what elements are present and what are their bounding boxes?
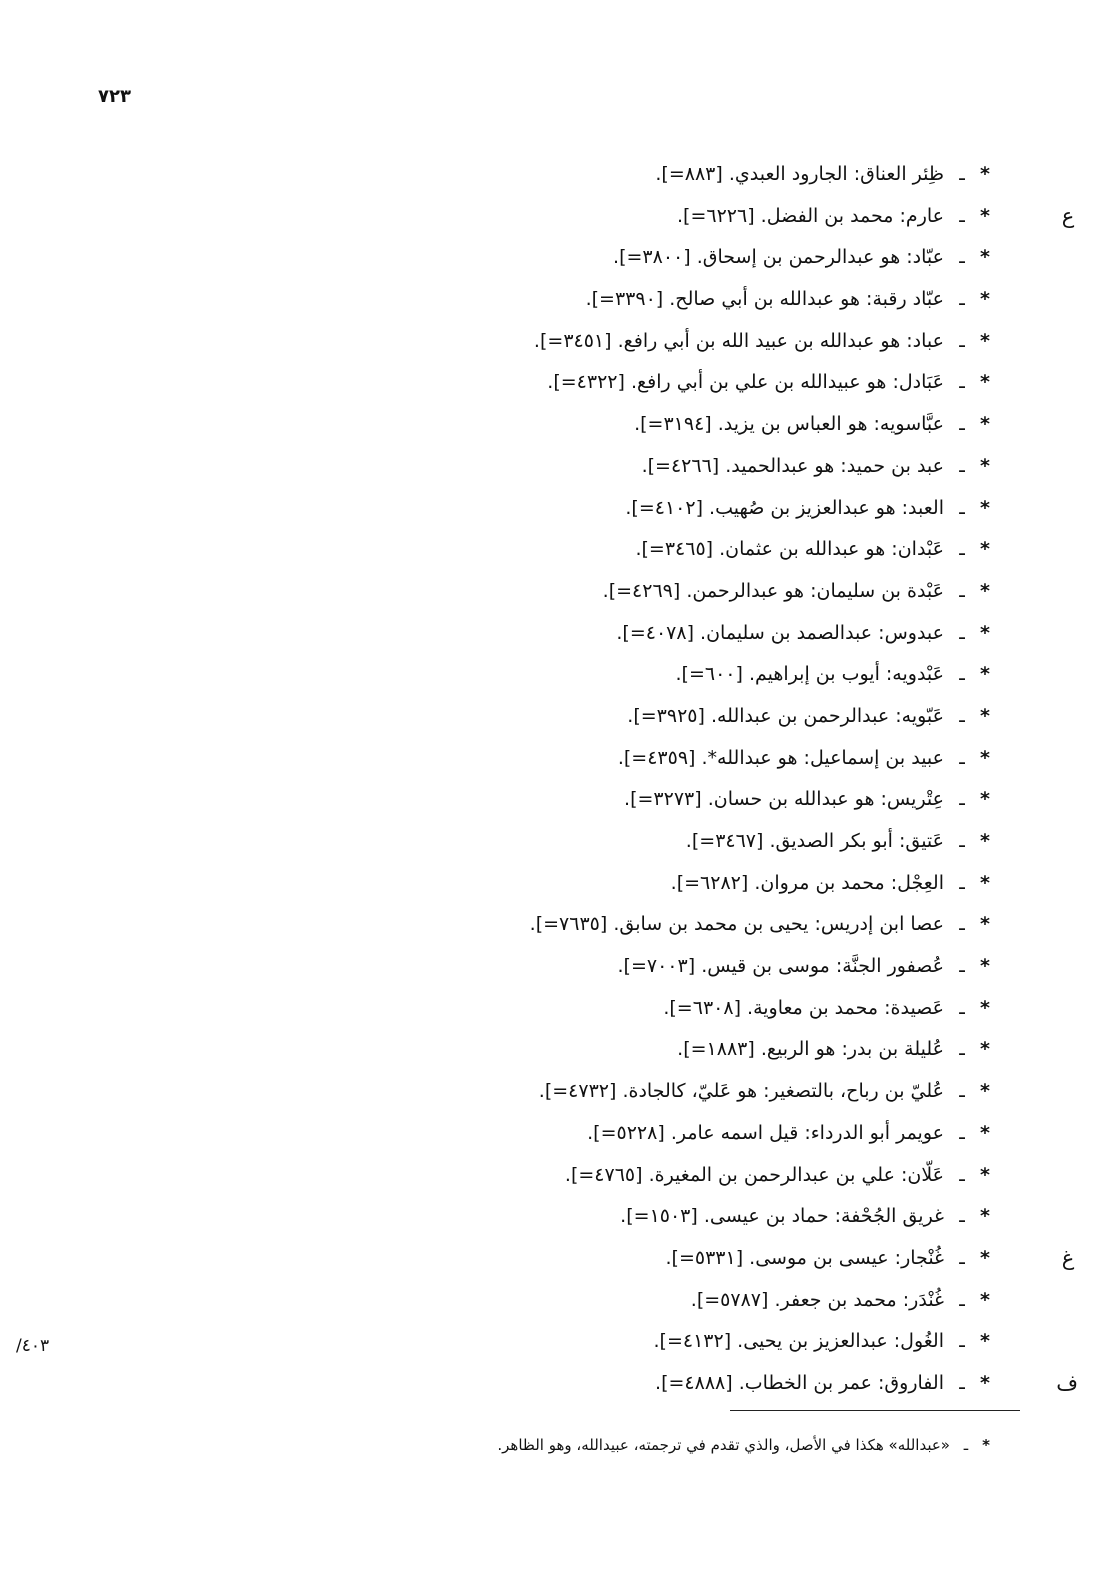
entry-reference: [=٤٠٧٨] (622, 621, 694, 644)
entry-reference: [=١٥٠٣] (626, 1205, 698, 1228)
entry-star: * (980, 1121, 990, 1144)
entry-reference: [=٣٨٠٠] (619, 246, 691, 269)
entry-row (290, 1113, 992, 1155)
entry-dash: ـ (959, 621, 965, 644)
footnote-separator (730, 1410, 1020, 1411)
entry-text: الفاروق: عمر بن الخطاب. (738, 1371, 944, 1394)
entry-row (290, 988, 992, 1030)
entry-reference: [=٦٠٠] (681, 663, 743, 686)
entry-dash: ـ (959, 246, 965, 269)
entry-star: * (980, 454, 990, 477)
entry-row (290, 863, 992, 905)
entry-text: الغُول: عبدالعزيز بن يحيى. (737, 1330, 944, 1353)
entry-end-period: . (529, 913, 536, 936)
entry-end-period: . (625, 496, 632, 519)
entry-star: * (980, 538, 990, 561)
entry-text: عَتيق: أبو بكر الصديق. (769, 830, 944, 852)
entry-end-period: . (653, 1330, 660, 1353)
entry-text: عَبْدان: هو عبدالله بن عثمان. (719, 538, 944, 561)
entry-dash: ـ (959, 913, 965, 936)
entry-dash: ـ (959, 1371, 965, 1394)
entry-dash: ـ (959, 204, 965, 227)
entry-row (290, 1155, 992, 1197)
entry-star: * (980, 913, 990, 936)
entry-end-period: . (547, 371, 554, 394)
entry-text: عبَّاسويه: هو العباس بن يزيد. (717, 413, 944, 436)
entry-star: * (980, 204, 990, 227)
entry-star: * (980, 621, 990, 644)
entry-row (290, 196, 1075, 238)
entry-text: غُنْدَر: محمد بن جعفر. (774, 1288, 944, 1311)
entry-dash: ـ (959, 1080, 965, 1103)
entry-dash: ـ (959, 996, 965, 1019)
section-letter: ع (1061, 203, 1075, 228)
entry-star: * (980, 955, 990, 978)
entry-reference: [=٨٨٣] (661, 163, 723, 185)
entry-reference: [=٦٢٨٢] (676, 871, 749, 894)
entry-reference: [=٣٤٦٥] (641, 538, 714, 561)
entry-reference: [=٣٤٥١] (539, 329, 612, 352)
entry-star: * (980, 788, 990, 811)
entry-text: عُليلة بن بدر: هو الربيع. (760, 1038, 944, 1061)
entry-star: * (980, 1246, 990, 1269)
entry-star: * (980, 871, 990, 894)
entry-row (290, 779, 992, 821)
entry-row (290, 738, 992, 780)
entry-reference: [=٥٧٨٧] (696, 1288, 769, 1311)
entry-end-period: . (538, 1080, 545, 1103)
entry-text: عارم: محمد بن الفضل. (760, 204, 944, 227)
entry-end-period: . (635, 538, 642, 561)
entry-dash: ـ (959, 371, 965, 394)
entry-star: * (980, 704, 990, 727)
entry-end-period: . (690, 1288, 697, 1311)
entry-star: * (980, 246, 990, 269)
entry-reference: [=٤٨٨٨] (661, 1371, 733, 1394)
entry-star: * (980, 496, 990, 519)
entry-reference: [=٥٢٢٨] (593, 1121, 665, 1144)
entry-reference: [=٤١٣٢] (659, 1330, 732, 1353)
entry-star: * (980, 996, 990, 1019)
entry-row (290, 1196, 992, 1238)
entry-star: * (980, 413, 990, 436)
entry-row (290, 321, 992, 363)
entry-row (290, 1280, 992, 1322)
entry-dash: ـ (959, 496, 965, 519)
entry-star: * (980, 1288, 990, 1311)
entry-dash: ـ (959, 454, 965, 477)
entry-dash: ـ (959, 955, 965, 978)
entry-star: * (980, 1205, 990, 1228)
entry-text: عِتْريس: هو عبدالله بن حسان. (707, 788, 944, 811)
entry-end-period: . (655, 1371, 662, 1394)
entry-star: * (980, 746, 990, 769)
margin-page-reference: /٤٠٣ (16, 1336, 50, 1356)
entry-text: عَصيدة: محمد بن معاوية. (747, 996, 944, 1019)
entry-text: عَبّويه: عبدالرحمن بن عبدالله. (710, 704, 944, 727)
entry-reference: [=٧٠٠٣] (623, 955, 696, 978)
entry-dash: ـ (959, 1121, 965, 1144)
entry-text: العبد: هو عبدالعزيز بن صُهيب. (709, 496, 944, 519)
entry-row (290, 1238, 1075, 1280)
entry-dash: ـ (959, 663, 965, 686)
footnote-star: * (982, 1436, 990, 1454)
entry-row (290, 1321, 992, 1363)
entry-dash: ـ (959, 579, 965, 602)
entry-dash: ـ (959, 1246, 965, 1269)
entry-end-period: . (685, 830, 692, 852)
entry-text: عبدوس: عبدالصمد بن سليمان. (700, 621, 944, 644)
entry-dash: ـ (959, 413, 965, 436)
entry-text: عَلّان: علي بن عبدالرحمن بن المغيرة. (648, 1163, 944, 1186)
entry-star: * (980, 579, 990, 602)
entry-text: عَبْدة بن سليمان: هو عبدالرحمن. (686, 579, 944, 602)
footnote-text: «عبدالله» هكذا في الأصل، والذي تقدم في ترجمته، عبيدالله، وهو الظاهر. (497, 1436, 950, 1454)
entry-reference: [=٤٣٢٢] (553, 371, 625, 394)
entry-text: عويمر أبو الدرداء: قيل اسمه عامر. (670, 1121, 944, 1144)
section-letter: ف (1056, 1370, 1078, 1395)
entry-end-period: . (587, 1121, 594, 1144)
entry-end-period: . (634, 413, 641, 436)
entry-reference: [=٣٢٧٣] (630, 788, 702, 811)
entry-end-period: . (613, 246, 620, 269)
entry-text: العِجْل: محمد بن مروان. (754, 871, 944, 894)
entry-text: عبّاد: هو عبدالرحمن بن إسحاق. (696, 246, 944, 269)
entry-reference: [=١٨٨٣] (683, 1038, 755, 1061)
entry-reference: [=٤١٠٢] (631, 496, 703, 519)
entry-end-period: . (676, 204, 684, 227)
entry-dash: ـ (959, 704, 965, 727)
entry-dash: ـ (959, 538, 965, 561)
entry-dash: ـ (959, 1205, 965, 1228)
entry-text: عبيد بن إسماعيل: هو عبدالله*. (701, 746, 944, 769)
entry-end-period: . (675, 663, 682, 686)
entry-star: * (980, 1163, 990, 1186)
entry-row (290, 362, 992, 404)
entry-reference: [=٥٣٣١] (671, 1246, 744, 1269)
entry-text: عباد: هو عبدالله بن عبيد الله بن أبي رافع. (617, 329, 944, 352)
entry-row (290, 1363, 1078, 1405)
entry-end-period: . (663, 996, 670, 1019)
entry-end-period: . (665, 1246, 672, 1269)
entry-reference: [=٣٤٦٧] (691, 830, 764, 852)
entry-end-period: . (617, 955, 624, 978)
entry-row (290, 654, 992, 696)
entry-text: عُصفور الجنَّة: موسى بن قيس. (701, 955, 944, 978)
entry-dash: ـ (959, 746, 965, 769)
entry-row (290, 237, 992, 279)
footnote-dash: ـ (963, 1436, 969, 1454)
entry-star: * (980, 288, 990, 311)
entry-star: * (980, 1371, 990, 1394)
entry-row (290, 404, 992, 446)
entry-row (290, 529, 992, 571)
entry-row (290, 446, 992, 488)
entry-reference: [=٤٣٥٩] (623, 746, 696, 769)
entry-reference: [=٤٧٣٢] (544, 1080, 617, 1103)
entry-dash: ـ (959, 1288, 965, 1311)
entry-row (290, 571, 992, 613)
entry-star: * (980, 371, 990, 394)
entry-reference: [=٤٢٦٦] (647, 454, 720, 477)
entry-end-period: . (585, 288, 592, 311)
entry-reference: [=٣٩٢٥] (633, 704, 705, 727)
entry-row (290, 821, 992, 863)
entry-row (290, 1071, 992, 1113)
entry-text: عبّاد رقبة: هو عبدالله بن أبي صالح. (669, 288, 944, 311)
entry-row (290, 279, 992, 321)
entry-reference: [=٦٣٠٨] (669, 996, 741, 1019)
entry-star: * (980, 663, 990, 686)
entry-text: غُنْجار: عيسى بن موسى. (749, 1246, 944, 1269)
entry-dash: ـ (959, 329, 965, 352)
entry-row (290, 488, 992, 530)
entry-star: * (980, 163, 990, 185)
entry-star: * (980, 1038, 990, 1061)
entry-text: عَبْدويه: أيوب بن إبراهيم. (748, 663, 944, 686)
entry-dash: ـ (959, 163, 965, 185)
entry-row (290, 946, 992, 988)
entry-end-period: . (620, 1205, 627, 1228)
entry-end-period: . (677, 1038, 684, 1061)
entry-reference: [=٧٦٣٥] (535, 913, 608, 936)
entry-text: غريق الجُحْفة: حماد بن عيسى. (703, 1205, 944, 1228)
entry-end-period: . (670, 871, 677, 894)
entry-dash: ـ (959, 288, 965, 311)
entry-text: عصا ابن إدريس: يحيى بن محمد بن سابق. (613, 913, 944, 936)
entry-text: عُليّ بن رباح، بالتصغير: هو عَليّ، كالجادة. (622, 1080, 944, 1103)
entry-dash: ـ (959, 830, 965, 852)
entry-end-period: . (616, 621, 623, 644)
entry-end-period: . (617, 746, 624, 769)
entry-end-period: . (564, 1163, 571, 1186)
entry-reference: [=٤٧٦٥] (570, 1163, 643, 1186)
entry-row (290, 613, 992, 655)
entry-reference: [=٤٢٦٩] (608, 579, 681, 602)
entry-row (290, 696, 992, 738)
entry-end-period: . (655, 163, 662, 185)
entry-star: * (980, 1080, 990, 1103)
entry-dash: ـ (959, 788, 965, 811)
entry-text: عبد بن حميد: هو عبدالحميد. (725, 454, 944, 477)
entry-reference: [=٣٣٩٠] (591, 288, 664, 311)
entry-dash: ـ (959, 1163, 965, 1186)
entry-end-period: . (624, 788, 631, 811)
page-number: ٧٢٣ (98, 86, 131, 107)
entry-end-period: . (533, 329, 540, 352)
entry-dash: ـ (959, 1330, 965, 1353)
entry-star: * (980, 1330, 990, 1353)
entry-end-period: . (627, 704, 634, 727)
entry-row (290, 904, 992, 946)
entry-star: * (980, 329, 990, 352)
entry-reference: [=٦٢٢٦] (683, 204, 755, 227)
entry-text: ظِئر العناق: الجارود العبدي. (728, 163, 944, 185)
entry-end-period: . (641, 454, 648, 477)
entry-list (290, 154, 1078, 1405)
entry-dash: ـ (959, 1038, 965, 1061)
entry-end-period: . (602, 579, 609, 602)
entry-text: عَبَادل: هو عبيدالله بن علي بن أبي رافع. (630, 371, 944, 394)
entry-star: * (980, 830, 990, 852)
entry-reference: [=٣١٩٤] (640, 413, 712, 436)
entry-row (290, 1029, 992, 1071)
section-letter: غ (1061, 1245, 1075, 1270)
entry-row (290, 154, 992, 196)
footnote (290, 1430, 992, 1460)
entry-dash: ـ (959, 871, 965, 894)
